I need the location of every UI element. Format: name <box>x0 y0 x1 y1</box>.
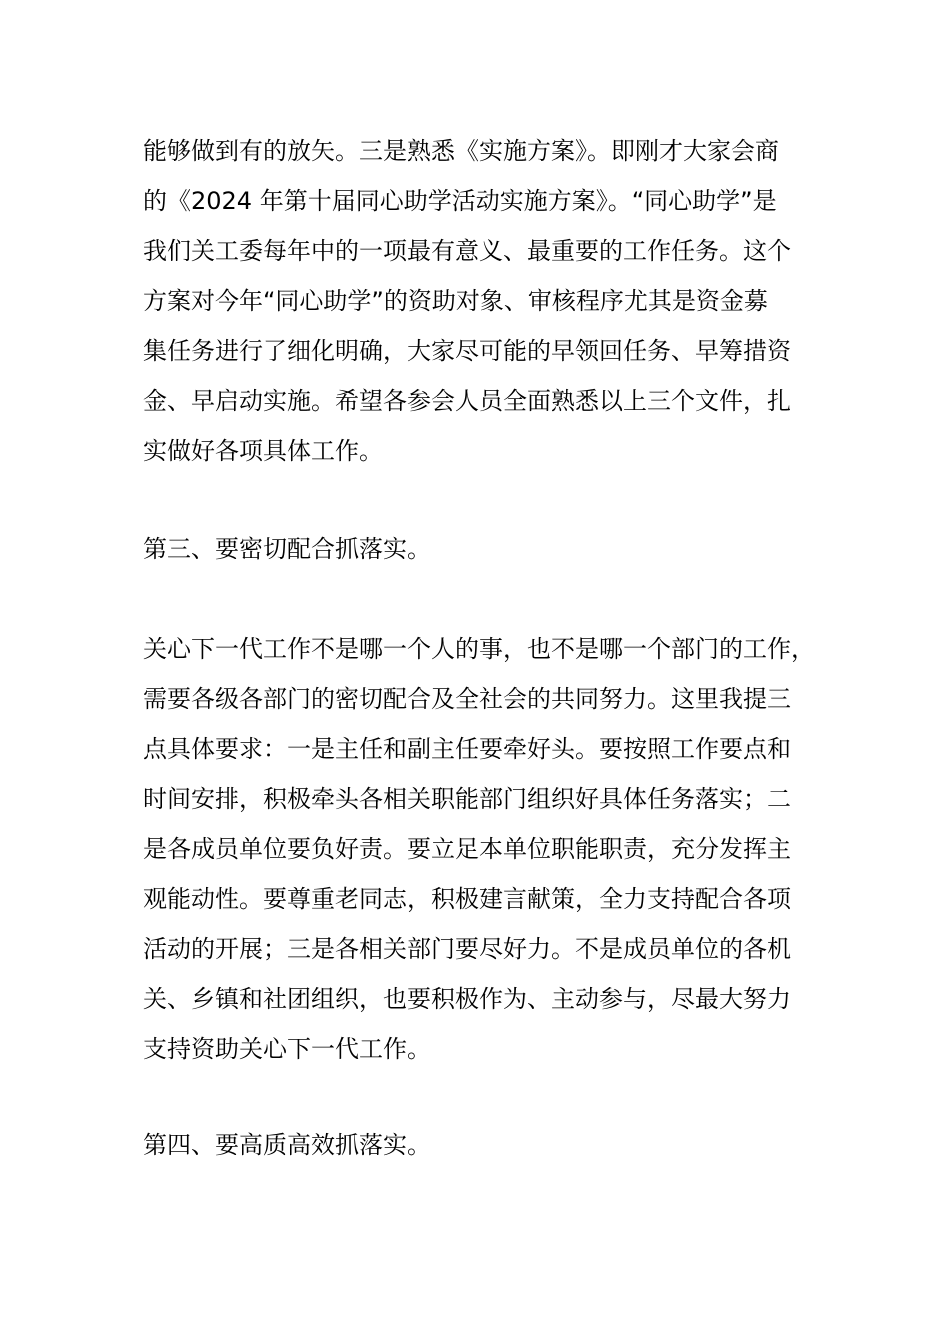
paragraph-cooperation <box>143 624 823 1074</box>
text-line: 实做好各项具体工作。 <box>143 437 383 465</box>
text-line: 方案对今年“同心助学”的资助对象、审核程序尤其是资金募 <box>143 287 768 315</box>
paragraph-implementation-plan <box>143 126 823 476</box>
section-heading-third <box>143 524 823 574</box>
text-line: 的《2024 年第十届同心助学活动实施方案》。“同心助学”是 <box>143 187 777 215</box>
text-line: 关、乡镇和社团组织，也要积极作为、主动参与，尽最大努力 <box>143 985 791 1013</box>
text-line: 是各成员单位要负好责。要立足本单位职能职责，充分发挥主 <box>143 835 791 863</box>
text-line: 支持资助关心下一代工作。 <box>143 1035 431 1063</box>
text-line: 我们关工委每年中的一项最有意义、最重要的工作任务。这个 <box>143 237 791 265</box>
section-heading-fourth <box>143 1120 823 1170</box>
text-line: 集任务进行了细化明确，大家尽可能的早领回任务、早筹措资 <box>143 337 791 365</box>
text-line: 能够做到有的放矢。三是熟悉《实施方案》。即刚才大家会商 <box>143 137 779 165</box>
text-line: 点具体要求：一是主任和副主任要牵好头。要按照工作要点和 <box>143 735 791 763</box>
text-line: 需要各级各部门的密切配合及全社会的共同努力。这里我提三 <box>143 685 791 713</box>
text-line: 观能动性。要尊重老同志，积极建言献策，全力支持配合各项 <box>143 885 791 913</box>
heading-line: 第三、要密切配合抓落实。 <box>143 535 431 563</box>
heading-line: 第四、要高质高效抓落实。 <box>143 1131 431 1159</box>
text-line: 活动的开展；三是各相关部门要尽好力。不是成员单位的各机 <box>143 935 791 963</box>
text-line: 金、早启动实施。希望各参会人员全面熟悉以上三个文件，扎 <box>143 387 791 415</box>
text-line: 时间安排，积极牵头各相关职能部门组织好具体任务落实；二 <box>143 785 791 813</box>
text-line: 关心下一代工作不是哪一个人的事，也不是哪一个部门的工作， <box>143 635 815 663</box>
